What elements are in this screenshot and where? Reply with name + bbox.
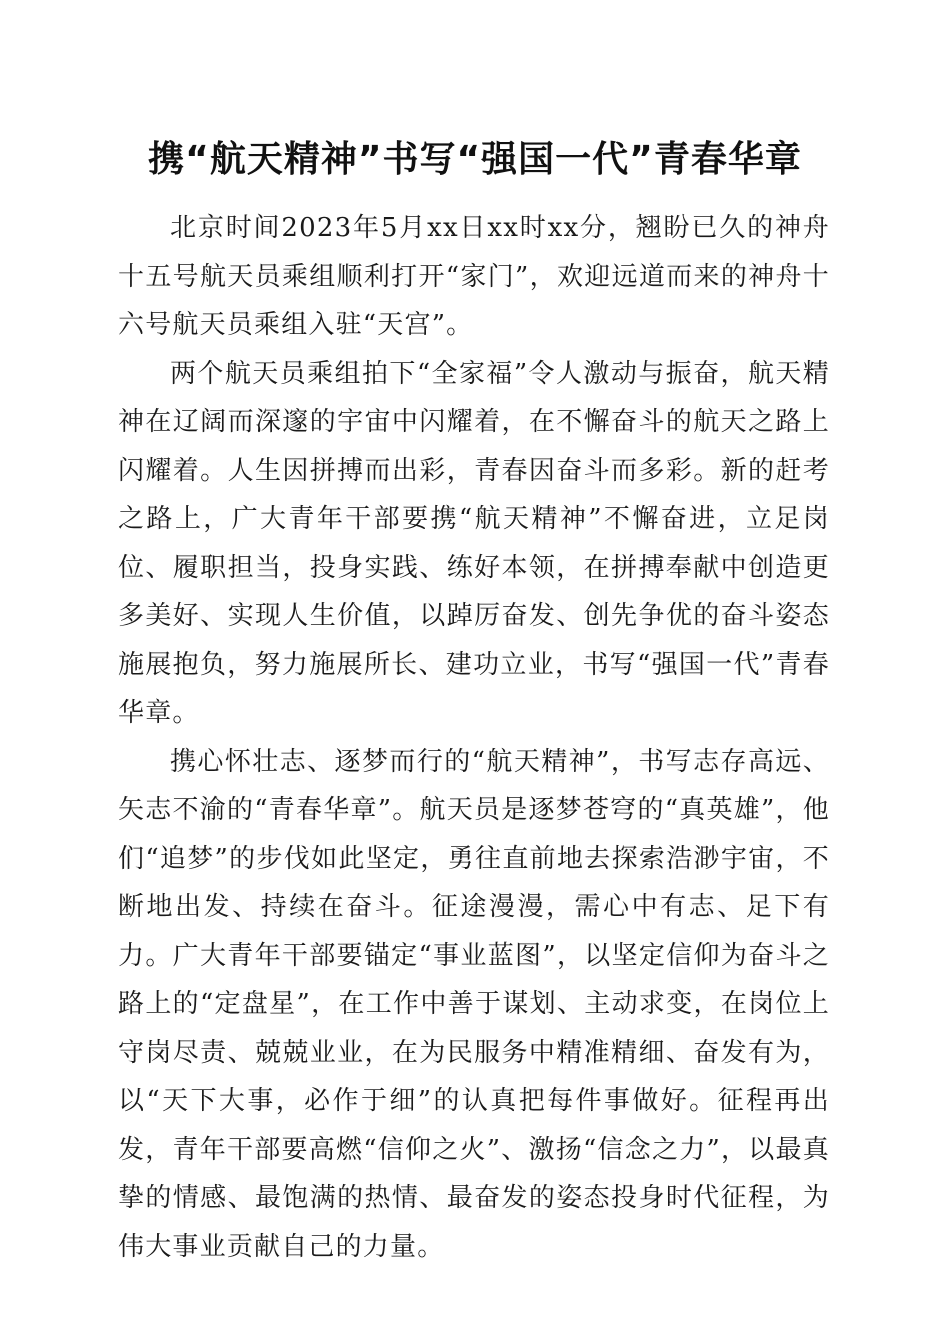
paragraph-2: 两个航天员乘组拍下“全家福”令人激动与振奋，航天精神在辽阔而深邃的宇宙中闪耀着，在不懈奋斗的航天之路上闪耀着。人生因拼搏而出彩，青春因奋斗而多彩。新的赶考之路上，广大青年干部要携“航天精神”不懈奋进，立足岗位、履职担当，投身实践、练好本领，在拼搏奉献中创造更多美好、实现人生价值，以踔厉奋发、创先争优的奋斗姿态施展抱负，努力施展所长、建功立业，书写“强国一代”青春华章。 <box>118 358 830 728</box>
document-title: 携“航天精神”书写“强国一代”青春华章 <box>148 139 802 180</box>
document-body <box>118 204 830 1271</box>
paragraph-1: 北京时间2023年5月xx日xx时xx分，翘盼已久的神舟十五号航天员乘组顺利打开“家门”，欢迎远道而来的神舟十六号航天员乘组入驻“天宫”。 <box>118 213 830 340</box>
paragraph-3: 携心怀壮志、逐梦而行的“航天精神”，书写志存高远、矢志不渝的“青春华章”。航天员是逐梦苍穹的“真英雄”，他们“追梦”的步伐如此坚定，勇往直前地去探索浩渺宇宙，不断地出发、持续在奋斗。征途漫漫，需心中有志、足下有力。广大青年干部要锚定“事业蓝图”，以坚定信仰为奋斗之路上的“定盘星”，在工作中善于谋划、主动求变，在岗位上守岗尽责、兢兢业业，在为民服务中精准精细、奋发有为，以“天下大事，必作于细”的认真把每件事做好。征程再出发，青年干部要高燃“信仰之火”、激扬“信念之力”，以最真挚的情感、最饱满的热情、最奋发的姿态投身时代征程，为伟大事业贡献自己的力量。 <box>118 746 830 1262</box>
